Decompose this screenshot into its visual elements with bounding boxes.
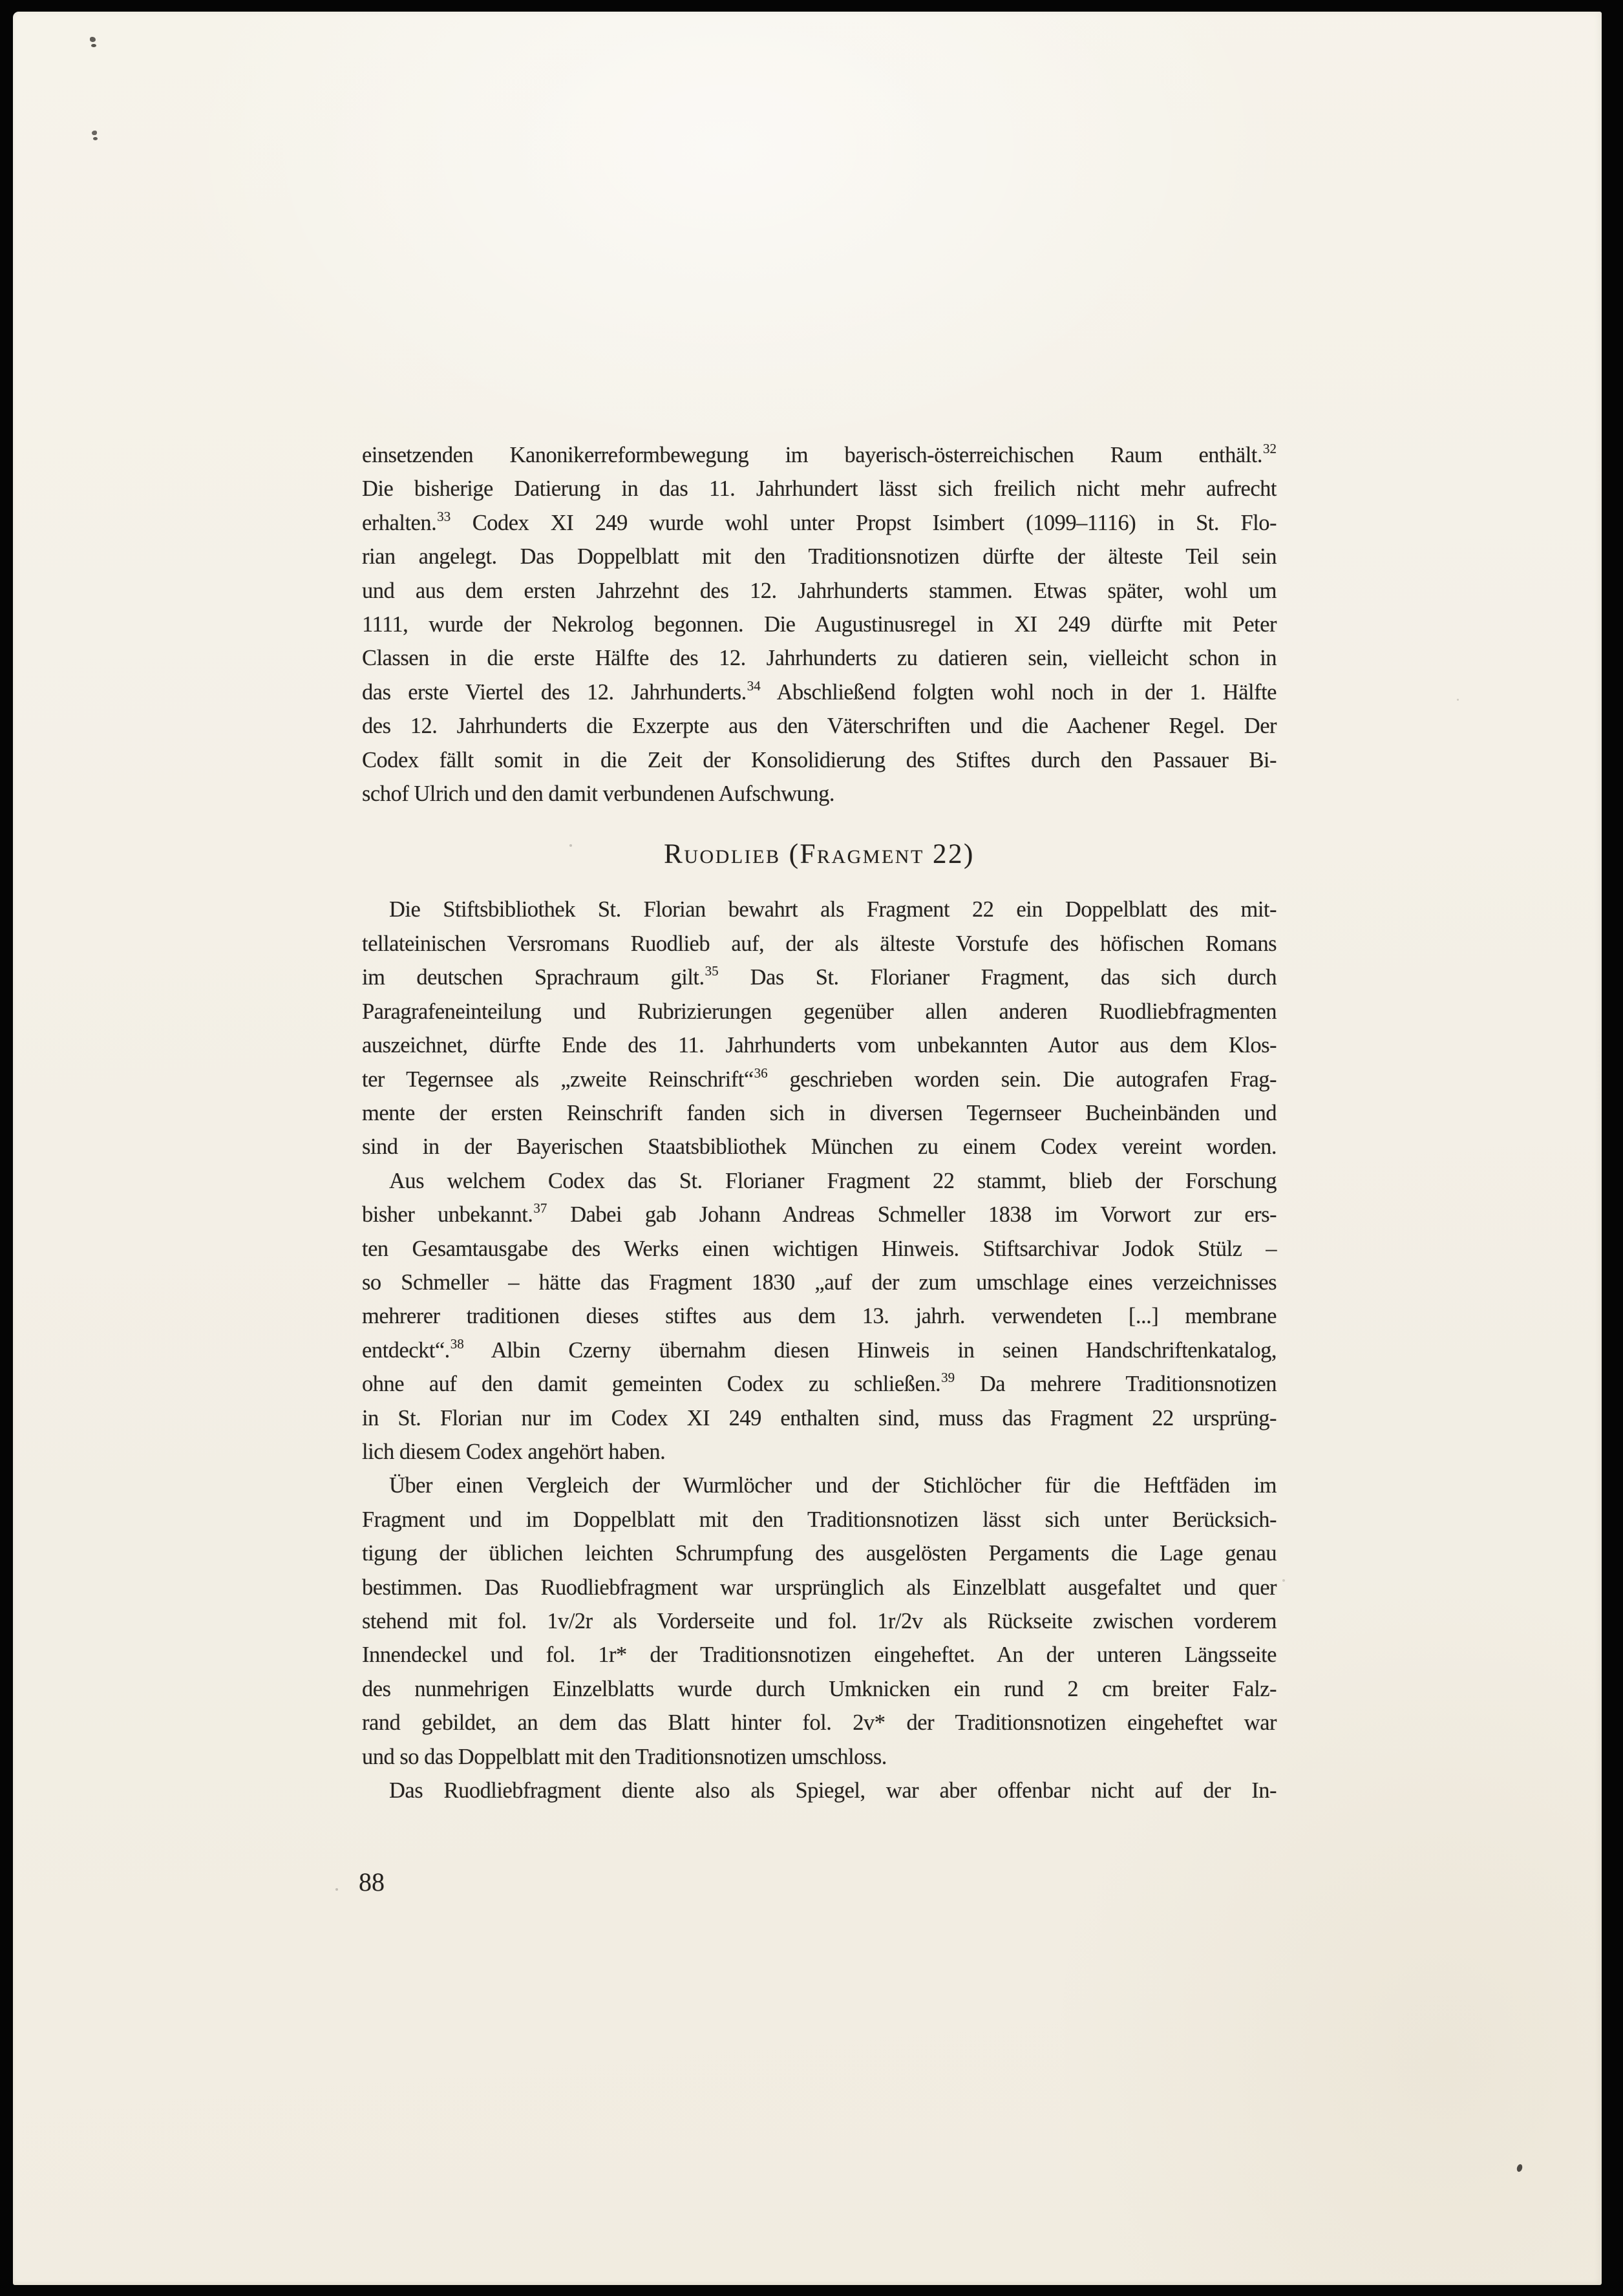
paper: [13, 12, 1602, 2285]
text-line: Das Ruodliebfragment diente also als Spiegel, war aber offenbar nicht auf der In-: [389, 1778, 1277, 1803]
paragraph: [362, 893, 1277, 1164]
footnote-reference: 33: [437, 508, 451, 524]
text-line: tigung der üblichen leichten Schrumpfung des ausgelösten Pergaments die Lage genau: [362, 1541, 1277, 1566]
paragraph: [362, 1774, 1277, 1807]
text-line: Classen in die erste Hälfte des 12. Jahrhunderts zu datieren sein, vielleicht schon in: [362, 646, 1277, 671]
text-line: ohne auf den damit gemeinten Codex zu schließen.$^{39}$ Da mehrere Traditionsnotizen: [362, 1370, 1277, 1397]
paper-speck: [92, 131, 97, 135]
paragraph: [362, 438, 1277, 811]
text-line: schof Ulrich und den damit verbundenen Aufschwung.: [362, 781, 834, 807]
text-line: 1111, wurde der Nekrolog begonnen. Die Augustinusregel in XI 249 dürfte mit Peter: [362, 612, 1277, 637]
text-line: und so das Doppelblatt mit den Traditionsnotizen umschloss.: [362, 1744, 887, 1769]
footnote-reference: 37: [533, 1200, 547, 1217]
footnote-reference: 34: [747, 677, 761, 694]
text-line: rand gebildet, an dem das Blatt hinter fol. 2v* der Traditionsnotizen eingeheftet war: [362, 1710, 1277, 1736]
text-line: Die Stiftsbibliothek St. Florian bewahrt als Fragment 22 ein Doppelblatt des mit-: [389, 897, 1277, 922]
text-line: sind in der Bayerischen Staatsbibliothek München zu einem Codex vereint worden.: [362, 1134, 1277, 1160]
paper-speck: [1457, 699, 1459, 701]
text-line: Die bisherige Datierung in das 11. Jahrhundert lässt sich freilich nicht mehr aufrecht: [362, 476, 1277, 502]
text-line: bisher unbekannt.$^{37}$ Dabei gab Johann Andreas Schmeller 1838 im Vorwort zur ers-: [362, 1200, 1277, 1228]
footnote-reference: 35: [705, 963, 719, 979]
text-line: ten Gesamtausgabe des Werks einen wichtigen Hinweis. Stiftsarchivar Jodok Stülz –: [362, 1236, 1277, 1261]
text-line: des 12. Jahrhunderts die Exzerpte aus den Väterschriften und die Aachener Regel. Der: [362, 714, 1277, 739]
text-line: Aus welchem Codex das St. Florianer Fragment 22 stammt, blieb der Forschung: [389, 1168, 1277, 1193]
footnote-reference: 32: [1263, 441, 1277, 456]
paper-speck: [569, 844, 572, 847]
body-text: [362, 438, 1277, 1807]
text-line: Innendeckel und fol. 1r* der Traditionsnotizen eingeheftet. An der unteren Längsseite: [362, 1642, 1277, 1668]
text-line: das erste Viertel des 12. Jahrhunderts.$^{34}$ Abschließend folgten wohl noch in der 1. Hälfte: [362, 677, 1277, 705]
text-line: Codex fällt somit in die Zeit der Konsolidierung des Stiftes durch den Passauer Bi-: [362, 747, 1277, 772]
text-line: so Schmeller – hätte das Fragment 1830 „auf der zum umschlage eines verzeichnisses: [362, 1270, 1277, 1295]
text-line: Paragrafeneinteilung und Rubrizierungen gegenüber allen anderen Ruodliebfragmenten: [362, 999, 1277, 1024]
section-heading: Ruodlieb (Fragment 22): [664, 839, 975, 870]
text-line: Fragment und im Doppelblatt mit den Traditionsnotizen lässt sich unter Berücksich-: [362, 1507, 1277, 1532]
paper-speck: [1282, 1579, 1285, 1582]
text-line: stehend mit fol. 1v/2r als Vorderseite und fol. 1r/2v als Rückseite zwischen vorderem: [362, 1609, 1277, 1633]
paper-speck: [90, 37, 96, 42]
text-line: entdeckt“.$^{38}$ Albin Czerny übernahm diesen Hinweis in seinen Handschriftenkatalog,: [362, 1335, 1277, 1363]
page-number: 88: [359, 1867, 385, 1897]
footnote-reference: 38: [450, 1335, 464, 1352]
text-line: des nunmehrigen Einzelblatts wurde durch Umknicken ein rund 2 cm breiter Falz-: [362, 1676, 1277, 1701]
text-line: auszeichnet, dürfte Ende des 11. Jahrhunderts vom unbekannten Autor aus dem Klos-: [362, 1033, 1277, 1058]
text-line: ter Tegernsee als „zweite Reinschrift“$^{36}$ geschrieben worden sein. Die autografen Frag-: [362, 1065, 1277, 1092]
text-line: rian angelegt. Das Doppelblatt mit den Traditionsnotizen dürfte der älteste Teil sein: [362, 544, 1277, 569]
footnote-reference: 36: [754, 1065, 768, 1081]
text-line: und aus dem ersten Jahrzehnt des 12. Jahrhunderts stammen. Etwas später, wohl um: [362, 578, 1277, 603]
paper-speck: [335, 1888, 338, 1891]
text-line: mehrerer traditionen dieses stiftes aus dem 13. jahrh. verwendeten [...] membrane: [362, 1304, 1277, 1329]
footnote-reference: 39: [941, 1370, 955, 1386]
paper-speck: [1516, 2163, 1523, 2173]
text-line: lich diesem Codex angehört haben.: [362, 1439, 666, 1464]
paper-speck: [91, 44, 96, 47]
paper-speck: [93, 137, 98, 140]
text-line: tellateinischen Versromans Ruodlieb auf, der als älteste Vorstufe des höfischen Romans: [362, 931, 1277, 956]
text-line: mente der ersten Reinschrift fanden sich in diversen Tegernseer Bucheinbänden und: [362, 1100, 1277, 1125]
paragraph: [362, 1469, 1277, 1774]
text-line: Über einen Vergleich der Wurmlöcher und der Stichlöcher für die Heftfäden im: [389, 1473, 1277, 1498]
text-line: im deutschen Sprachraum gilt.$^{35}$ Das St. Florianer Fragment, das sich durch: [362, 963, 1277, 990]
text-line: einsetzenden Kanonikerreformbewegung im bayerisch-österreichischen Raum enthält.$^{32}$: [362, 441, 1277, 467]
paragraph: [362, 1164, 1277, 1469]
text-line: erhalten.$^{33}$ Codex XI 249 wurde wohl unter Propst Isimbert (1099–1116) in St. Flo-: [362, 508, 1277, 535]
text-line: bestimmen. Das Ruodliebfragment war ursprünglich als Einzelblatt ausgefaltet und quer: [362, 1575, 1277, 1600]
text-line: in St. Florian nur im Codex XI 249 enthalten sind, muss das Fragment 22 ursprüng-: [362, 1405, 1277, 1430]
